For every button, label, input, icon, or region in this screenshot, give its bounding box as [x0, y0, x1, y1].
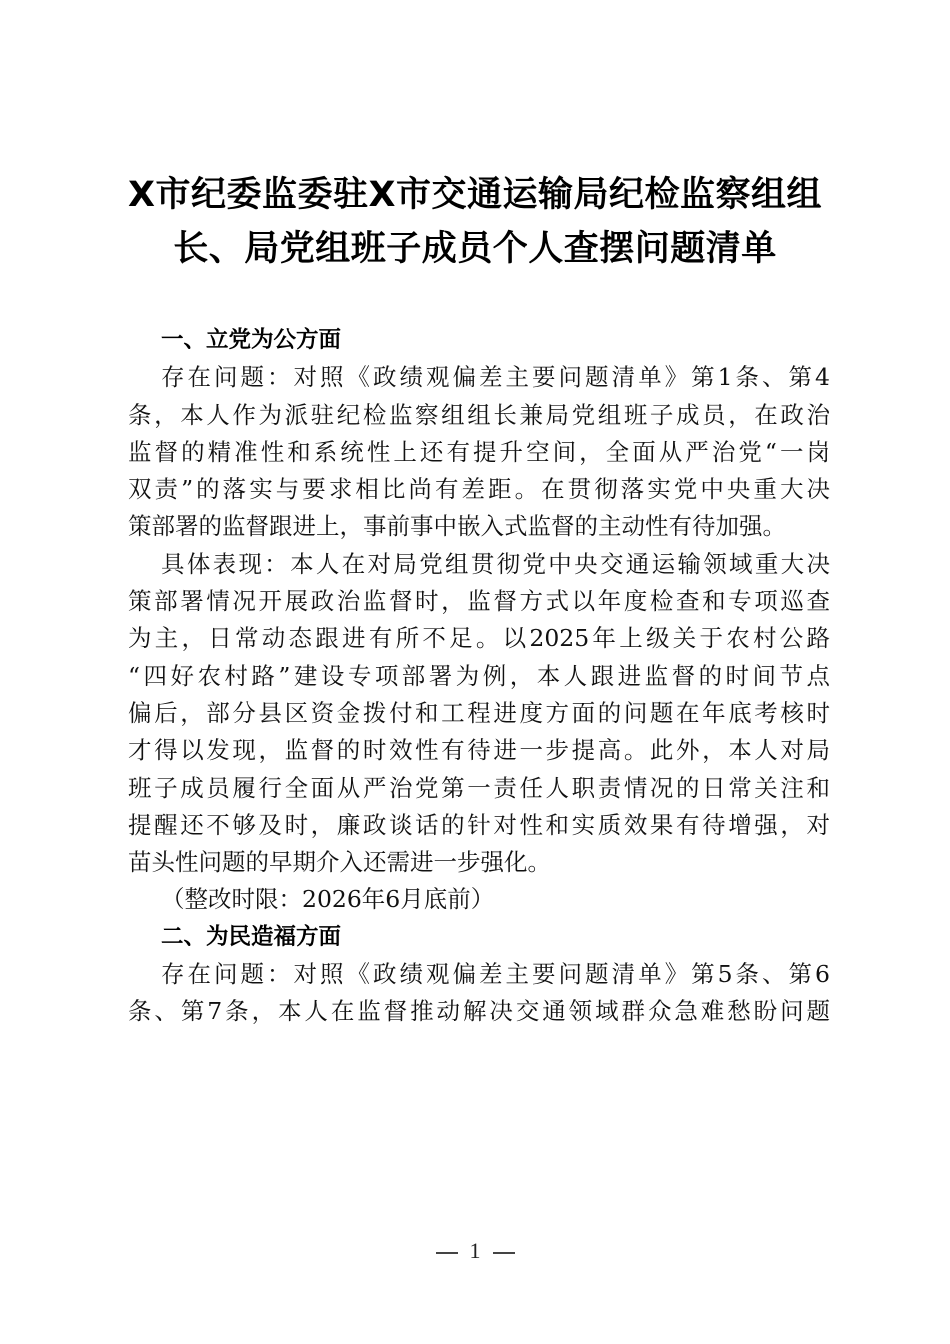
detail-paragraph-line: 提醒还不够及时，廉政谈话的针对性和实质效果有待增强，对: [128, 810, 830, 839]
problem-paragraph-line: 策部署的监督跟进上，事前事中嵌入式监督的主动性有待加强。: [128, 512, 786, 541]
detail-paragraph-line: 具体表现：本人在对局党组贯彻党中央交通运输领域重大决: [161, 549, 830, 578]
problem-paragraph-line: 存在问题：对照《政绩观偏差主要问题清单》第5条、第6: [161, 960, 830, 989]
problem-paragraph-line: 条，本人作为派驻纪检监察组组长兼局党组班子成员，在政治: [128, 400, 830, 429]
detail-paragraph-line: 才得以发现，监督的时效性有待进一步提高。此外，本人对局: [128, 736, 830, 765]
page-number: 1: [469, 1238, 481, 1263]
rectification-deadline: （整改时限：2026年6月底前）: [161, 885, 495, 914]
detail-paragraph-line: “四好农村路”建设专项部署为例，本人跟进监督的时间节点: [128, 661, 830, 690]
detail-paragraph-line: 班子成员履行全面从严治党第一责任人职责情况的日常关注和: [128, 773, 830, 802]
footer-dash-right: [493, 1252, 515, 1254]
problem-paragraph-line: 双责”的落实与要求相比尚有差距。在贯彻落实党中央重大决: [128, 475, 830, 504]
detail-paragraph-line: 为主，日常动态跟进有所不足。以2025年上级关于农村公路: [128, 624, 830, 653]
page-footer: [0, 1238, 950, 1264]
title-line-1: X市纪委监委驻X市交通运输局纪检监察组组: [128, 175, 822, 215]
document-title: [100, 168, 850, 276]
section-heading-1: 一、立党为公方面: [161, 327, 342, 353]
footer-dash-left: [436, 1252, 458, 1254]
detail-paragraph-line: 偏后，部分县区资金拨付和工程进度方面的问题在年底考核时: [128, 698, 830, 727]
problem-paragraph-line: 存在问题：对照《政绩观偏差主要问题清单》第1条、第4: [161, 363, 830, 392]
document-body: [128, 322, 830, 1031]
problem-paragraph-line: 监督的精准性和系统性上还有提升空间，全面从严治党“一岗: [128, 437, 830, 466]
problem-paragraph-line: 条、第7条，本人在监督推动解决交通领域群众急难愁盼问题: [128, 997, 830, 1026]
detail-paragraph-line: 策部署情况开展政治监督时，监督方式以年度检查和专项巡查: [128, 587, 830, 616]
title-line-2: 长、局党组班子成员个人查摆问题清单: [173, 229, 777, 269]
section-heading-2: 二、为民造福方面: [161, 923, 342, 950]
detail-paragraph-line: 苗头性问题的早期介入还需进一步强化。: [128, 848, 551, 877]
